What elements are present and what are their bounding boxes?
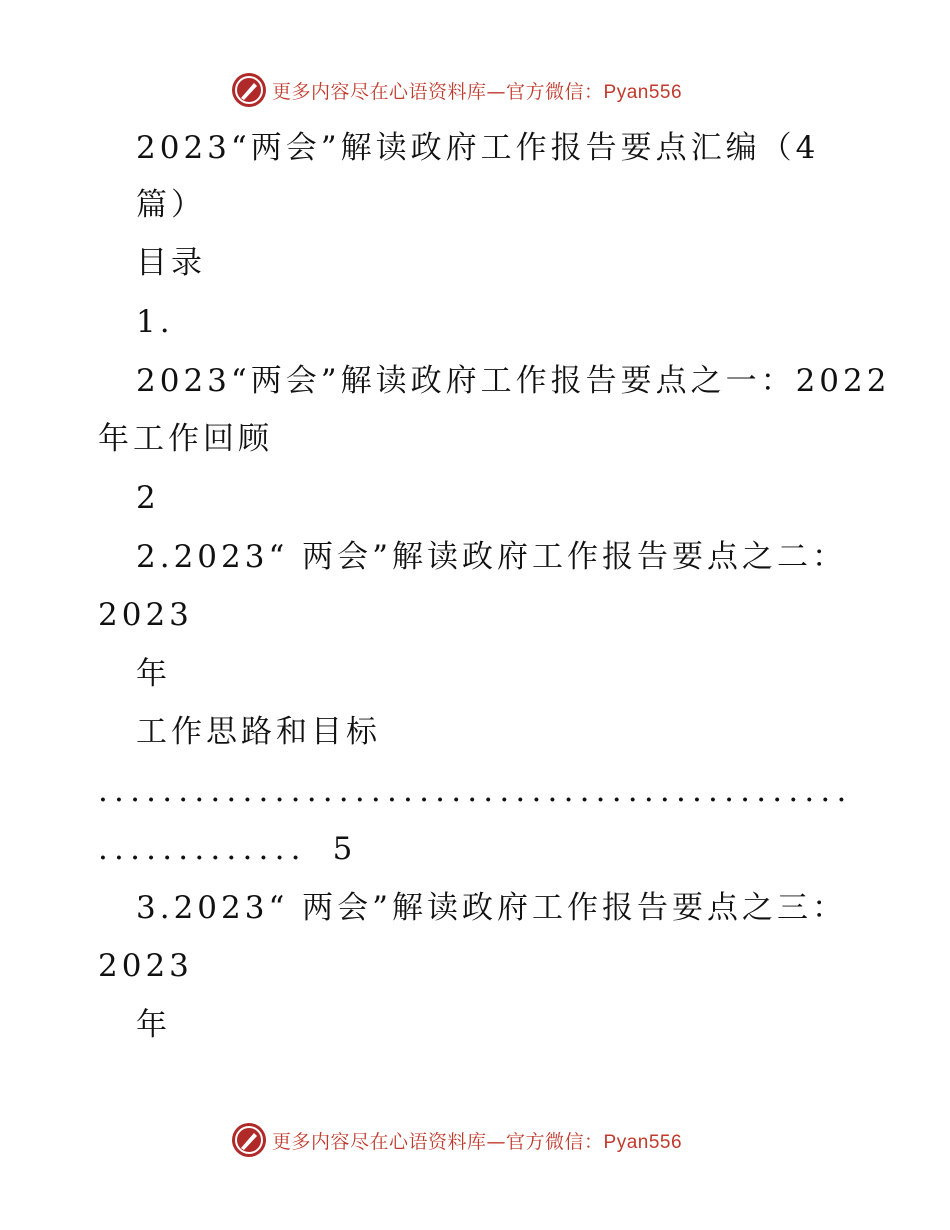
toc-leader-dots-line2: .............	[98, 831, 307, 867]
toc-item2-page-row	[98, 829, 356, 869]
pen-logo-icon	[232, 73, 266, 107]
toc-item1-line2: 年工作回顾	[98, 421, 273, 457]
pen-logo-icon	[232, 1123, 266, 1157]
toc-item2-line4: 工作思路和目标	[136, 714, 381, 750]
doc-title-line2: 篇）	[136, 187, 206, 223]
toc-heading: 目录	[136, 245, 206, 281]
toc-item2-page: 5	[332, 831, 357, 867]
toc-item3-line2: 2023	[98, 948, 193, 984]
footer-watermark-banner	[232, 1120, 732, 1160]
toc-item2-line1: 2.2023“ 两会”解读政府工作报告要点之二：	[136, 539, 848, 575]
toc-leader-dots-line1: ...............................................	[98, 773, 853, 809]
toc-item1-page: 2	[136, 480, 160, 516]
toc-item3-line1: 3.2023“ 两会”解读政府工作报告要点之三：	[136, 890, 848, 926]
toc-item2-line3: 年	[136, 656, 171, 692]
toc-item2-line2: 2023	[98, 597, 193, 633]
toc-item3-line3: 年	[136, 1007, 171, 1043]
doc-title-line1: 2023“两会”解读政府工作报告要点汇编（4	[136, 130, 820, 166]
toc-item1-number: 1.	[136, 304, 174, 340]
banner-text: 更多内容尽在心语资料库—官方微信：Pyan556	[272, 80, 683, 103]
header-watermark-banner	[232, 70, 732, 110]
banner-text: 更多内容尽在心语资料库—官方微信：Pyan556	[272, 1130, 683, 1153]
toc-item1-line1: 2023“两会”解读政府工作报告要点之一：2022	[136, 363, 891, 399]
